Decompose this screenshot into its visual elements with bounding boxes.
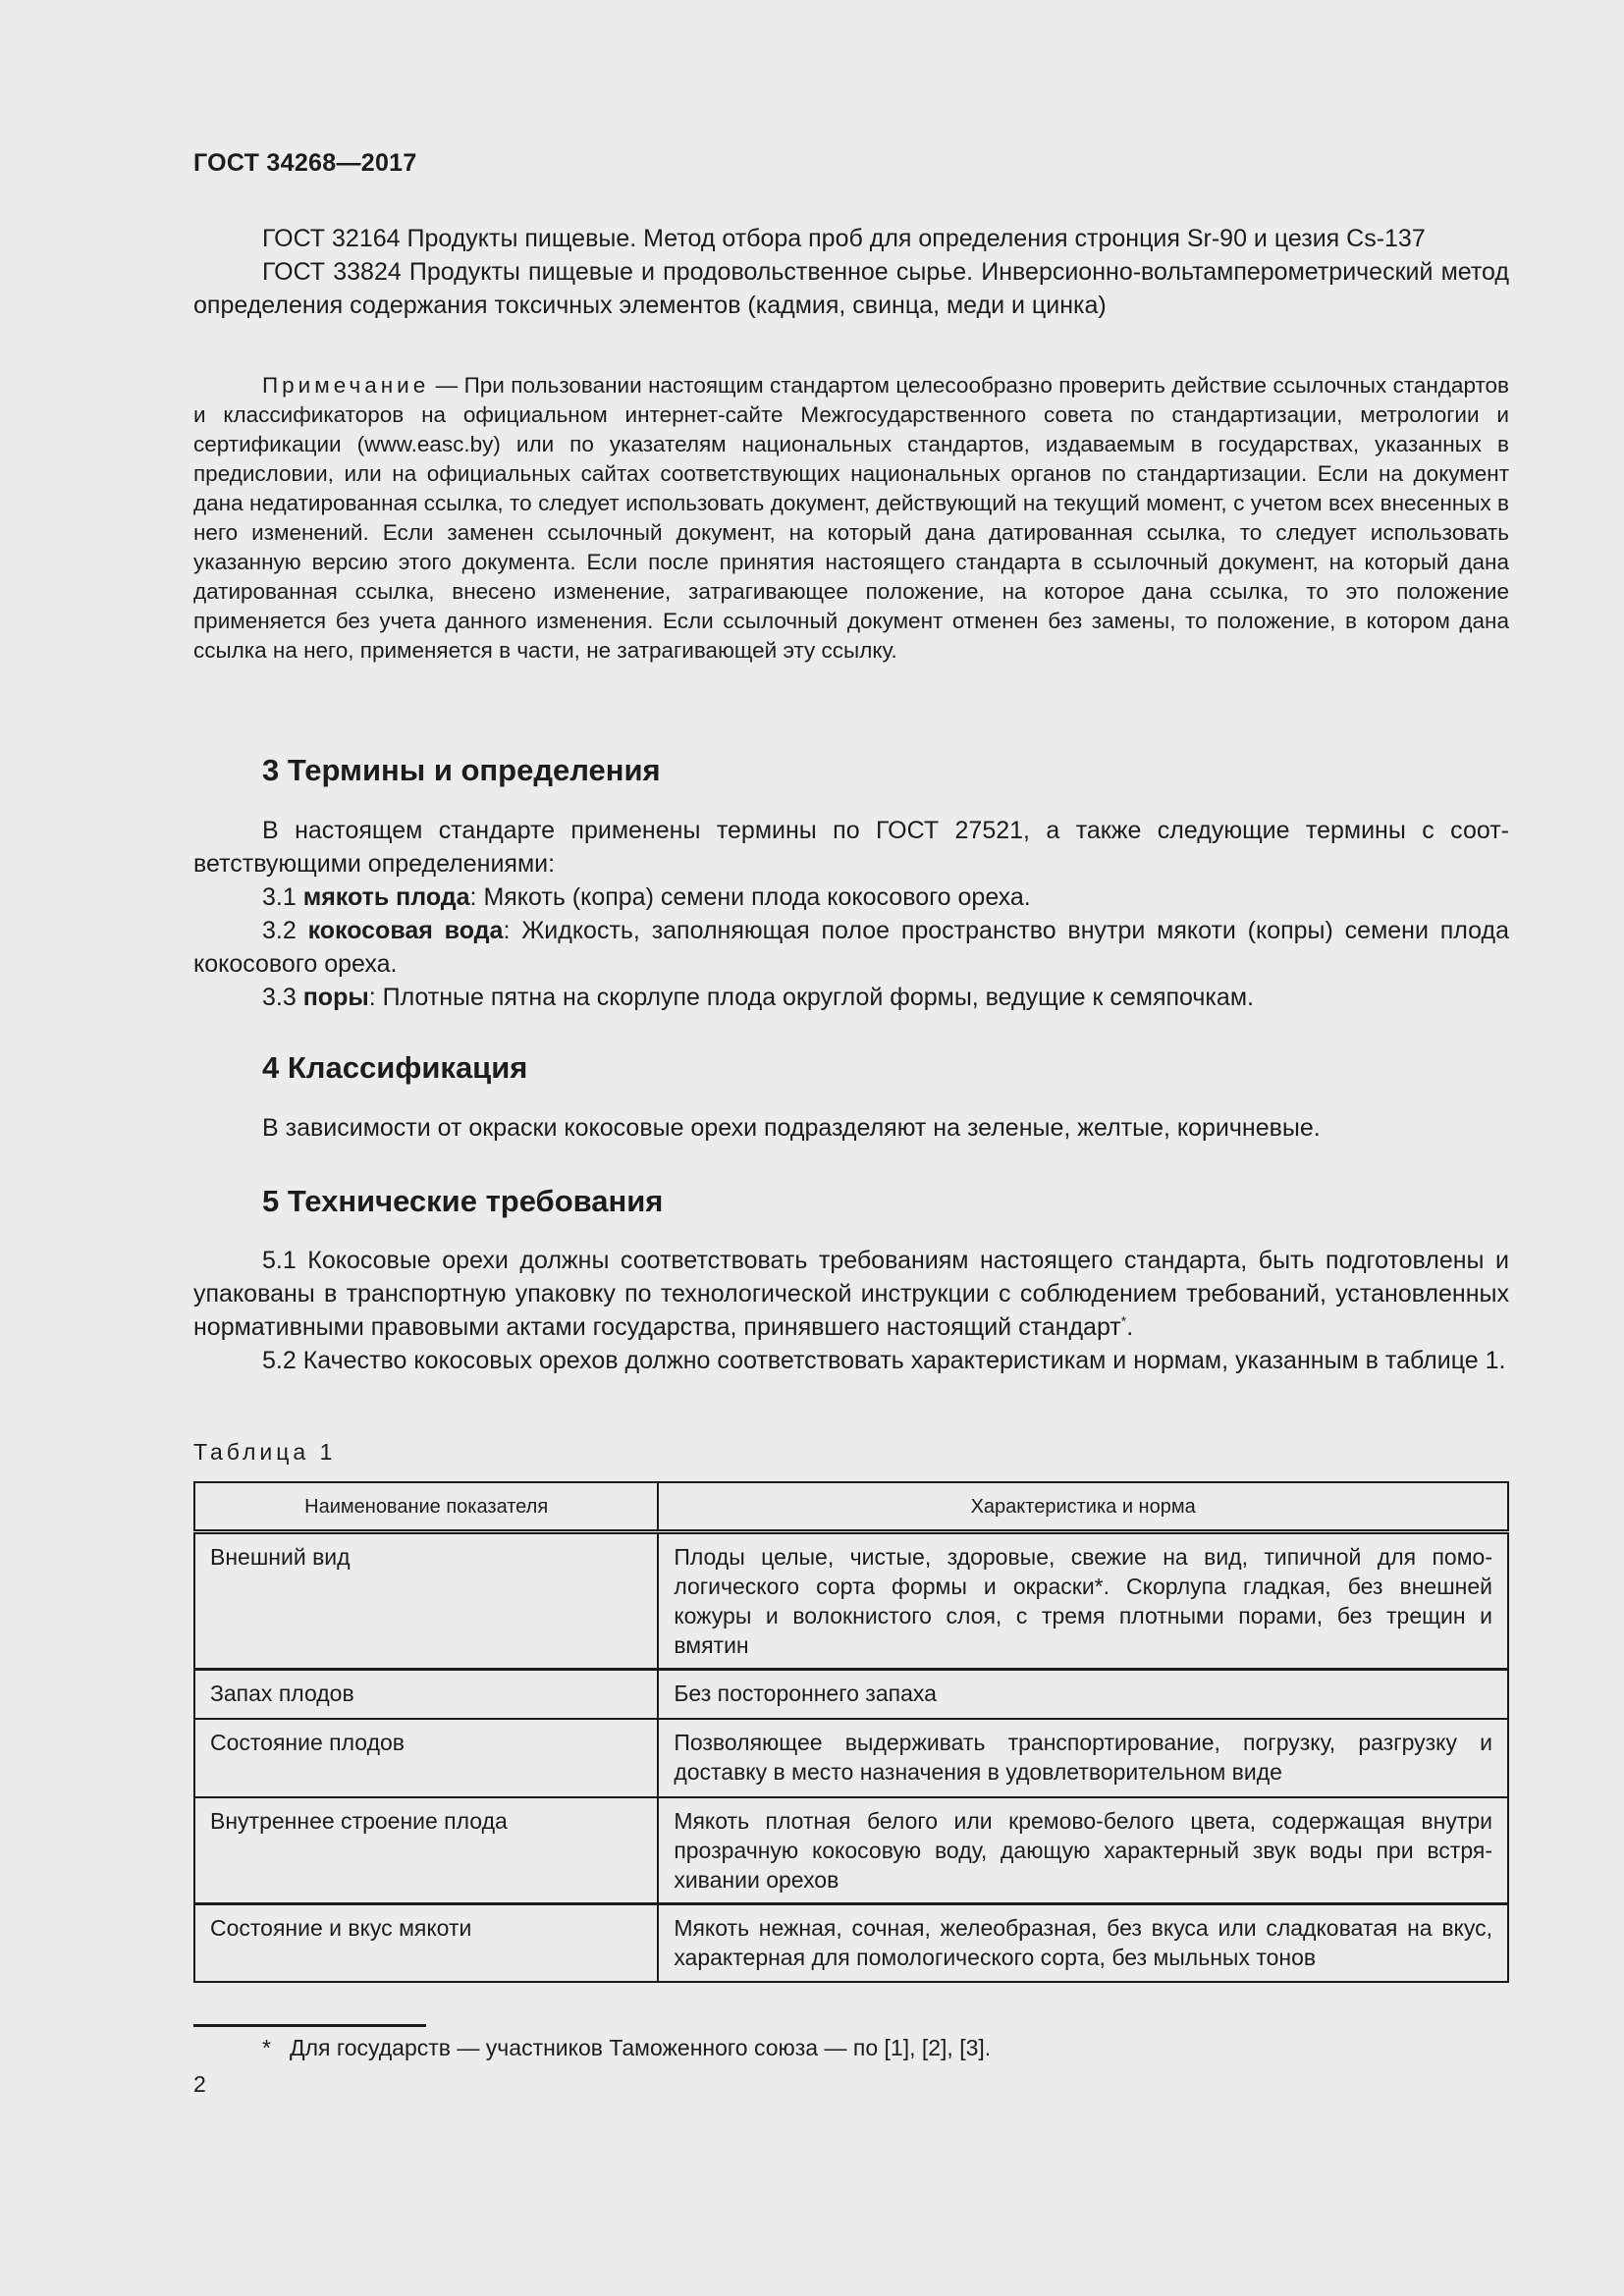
section-4 <box>193 1048 1509 1088</box>
table-row <box>194 1532 1508 1670</box>
page-number: 2 <box>193 2071 206 2097</box>
references-block <box>193 222 1509 322</box>
column-header: Характеристика и норма <box>658 1482 1508 1532</box>
section-4-text: В зависимости от окраски кокосовые орехи подразделяют на зеленые, желтые, коричневые. <box>262 1114 1321 1142</box>
section-3-body <box>193 814 1509 1014</box>
requirement-5-1: 5.1 Кокосовые орехи должны соответствовать требованиям настоящего стандарта, быть подготовлены и упакованы в транспортную упаковку по технологической инструкции с соблюдением требований, установленных нормативными правовыми актами государства, принявшего настоящий стандарт*. <box>193 1247 1509 1341</box>
section-4-body <box>193 1111 1509 1145</box>
footnote <box>193 2033 1509 2062</box>
table-header-row <box>194 1482 1508 1532</box>
term-name: поры <box>302 984 369 1011</box>
section-3 <box>193 751 1509 790</box>
table-cell: Плоды целые, чистые, здоровые, свежие на вид, типичной для помологического сорта формы и окраски*. Скорлупа гладкая, без внешней кожуры и волокнистого слоя, с тремя плотными порами, без трещин и вмятин <box>658 1532 1508 1670</box>
section-3-intro: В настоящем стандарте применены термины по ГОСТ 27521, а также следующие термины с соответствующими определениями: <box>193 817 1509 878</box>
table-cell: Позволяющее выдерживать транспортирование, погрузку, разгрузку и доставку в место назначения в удовлетворительном виде <box>658 1719 1508 1797</box>
reference-item: ГОСТ 32164 Продукты пищевые. Метод отбора проб для определения стронция Sr-90 и цезия Cs-137 <box>262 225 1426 252</box>
note-label: Примечание <box>262 373 430 398</box>
term-definition: 3.2 кокосовая вода: Жидкость, заполняющая полое пространство внутри мякоти (копры) семени плода кокосового ореха. <box>193 917 1509 978</box>
section-5 <box>193 1182 1509 1221</box>
table-cell: Мякоть нежная, сочная, желеобразная, без вкуса или сладковатая на вкус, характерная для помологического сорта, без мыльных тонов <box>658 1904 1508 1982</box>
table-1 <box>193 1481 1509 1983</box>
footnote-mark: * <box>262 2035 271 2060</box>
table-cell: Запах плодов <box>194 1670 658 1719</box>
table-cell: Внутреннее строение плода <box>194 1797 658 1904</box>
term-definition: 3.3 поры: Плотные пятна на скорлупе плода округлой формы, ведущие к семяпочкам. <box>262 984 1254 1011</box>
footnote-text: Для государств — участников Таможенного союза — по [1], [2], [3]. <box>290 2035 992 2060</box>
table-cell: Без постороннего запаха <box>658 1670 1508 1719</box>
term-name: мякоть плода <box>302 883 470 911</box>
table-row <box>194 1670 1508 1719</box>
section-5-body <box>193 1244 1509 1377</box>
column-header: Наименование показателя <box>194 1482 658 1532</box>
term-definition: 3.1 мякоть плода: Мякоть (копра) семени плода кокосового ореха. <box>262 883 1031 911</box>
term-name: кокосовая вода <box>307 917 504 944</box>
table-row <box>194 1719 1508 1797</box>
section-heading: 5 Технические требования <box>262 1184 664 1218</box>
table-cell: Состояние и вкус мякоти <box>194 1904 658 1982</box>
table-cell: Состояние плодов <box>194 1719 658 1797</box>
reference-item: ГОСТ 33824 Продукты пищевые и продовольственное сырье. Инверсионно-вольтамперометрический метод определения содержания токсичных элементов (кадмия, свинца, меди и цинка) <box>193 258 1509 319</box>
note-block <box>193 371 1509 666</box>
requirement-5-2: 5.2 Качество кокосовых орехов должно соответствовать характеристикам и нормам, указанным в таблице 1. <box>262 1347 1506 1374</box>
section-heading: 4 Классификация <box>262 1050 528 1085</box>
table-cell: Внешний вид <box>194 1532 658 1670</box>
table-caption-block <box>193 1439 1509 1466</box>
document-id: ГОСТ 34268—2017 <box>193 149 417 177</box>
footnote-divider <box>193 2024 426 2027</box>
spec-table <box>193 1481 1509 1983</box>
note-text: — При пользовании настоящим стандартом целесообразно проверить действие ссылочных стандартов и классификаторов на официальном интернет-сайте Межгосударственного совета по стандартизации, метрологии и сертификации (www.easc.by) или по указателям национальных стандартов, издаваемым в государствах, указанных в предисловии, или на официальных сайтах соответствующих национальных органов по стандартизации. Если на документ дана недатированная ссылка, то следует использовать документ, действующий на текущий момент, с учетом всех внесенных в него изменений. Если заменен ссылочный документ, на который дана датированная ссылка, то следует использовать указанную версию этого документа. Если после принятия настоящего стандарта в ссылочный документ, на который дана датированная ссылка, внесено изменение, затрагивающее положение, на которое дана ссылка, то это положение применяется без учета данного изменения. Если ссылочный документ отменен без замены, то положение, в котором дана ссылка на него, применяется в части, не затрагивающей эту ссылку. <box>193 373 1509 663</box>
table-cell: Мякоть плотная белого или кремово-белого цвета, содержащая внутри прозрачную кокосовую воду, дающую характерный звук воды при встряхивании орехов <box>658 1797 1508 1904</box>
table-row <box>194 1797 1508 1904</box>
section-heading: 3 Термины и определения <box>262 753 661 787</box>
table-caption: Таблица 1 <box>193 1439 337 1465</box>
table-row <box>194 1904 1508 1982</box>
